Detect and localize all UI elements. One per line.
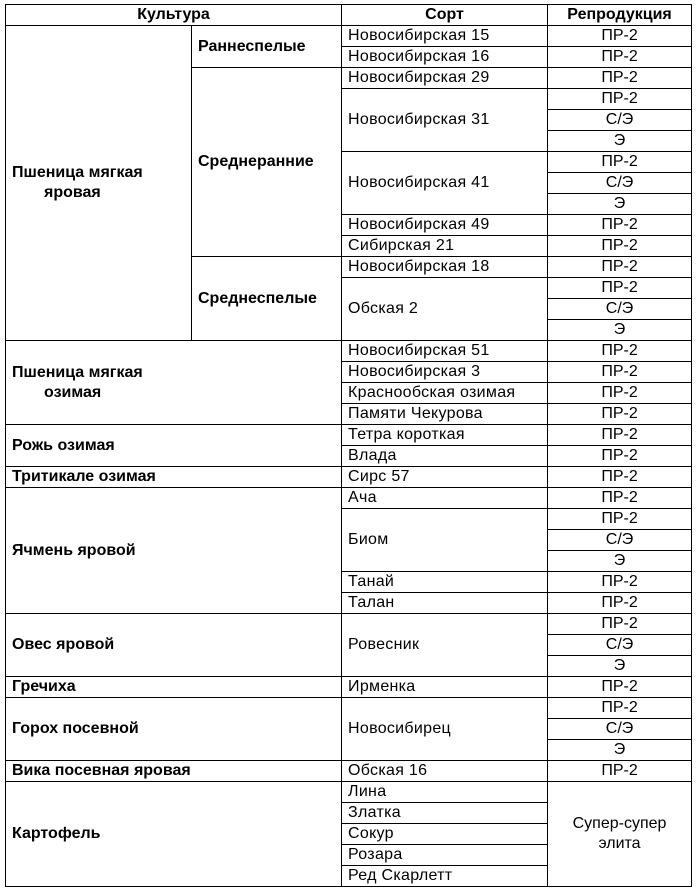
- crop-buckwheat: Гречиха: [6, 677, 342, 698]
- variety-cell: Влада: [342, 446, 548, 467]
- reproduction-cell: С/Э: [548, 635, 692, 656]
- variety-cell: Сокур: [342, 824, 548, 845]
- variety-cell: Новосибирская 16: [342, 47, 548, 68]
- crop-oats: Овес яровой: [6, 614, 342, 677]
- reproduction-cell: С/Э: [548, 173, 692, 194]
- reproduction-cell: С/Э: [548, 299, 692, 320]
- reproduction-cell: Э: [548, 131, 692, 152]
- reproduction-cell: ПР-2: [548, 698, 692, 719]
- reproduction-cell: Э: [548, 740, 692, 761]
- header-row: [6, 5, 692, 26]
- reproduction-cell: ПР-2: [548, 362, 692, 383]
- table-row: [6, 341, 692, 362]
- variety-cell: Лина: [342, 782, 548, 803]
- variety-cell: Тетра короткая: [342, 425, 548, 446]
- variety-cell: Новосибирская 49: [342, 215, 548, 236]
- reproduction-cell: ПР-2: [548, 215, 692, 236]
- variety-cell: Обская 16: [342, 761, 548, 782]
- crop-wheat-winter: Пшеница мягкая озимая: [6, 341, 342, 425]
- variety-cell: Сибирская 21: [342, 236, 548, 257]
- crop-triticale: Тритикале озимая: [6, 467, 342, 488]
- group-early: Раннеспелые: [192, 26, 342, 68]
- reproduction-cell: Э: [548, 320, 692, 341]
- variety-cell: Розара: [342, 845, 548, 866]
- variety-cell: Краснообская озимая: [342, 383, 548, 404]
- reproduction-cell: ПР-2: [548, 761, 692, 782]
- group-mid-late: Среднеспелые: [192, 257, 342, 341]
- reproduction-cell: ПР-2: [548, 404, 692, 425]
- reproduction-cell: С/Э: [548, 110, 692, 131]
- crop-vetch: Вика посевная яровая: [6, 761, 342, 782]
- reproduction-cell: ПР-2: [548, 488, 692, 509]
- variety-cell: Ача: [342, 488, 548, 509]
- header-reproduction: Репродукция: [548, 5, 692, 26]
- reproduction-cell: ПР-2: [548, 467, 692, 488]
- variety-cell: Ровесник: [342, 614, 548, 677]
- reproduction-cell: ПР-2: [548, 677, 692, 698]
- reproduction-cell: С/Э: [548, 719, 692, 740]
- variety-cell: Биом: [342, 509, 548, 572]
- reproduction-cell: ПР-2: [548, 383, 692, 404]
- variety-cell: Сирс 57: [342, 467, 548, 488]
- variety-cell: Танай: [342, 572, 548, 593]
- variety-cell: Новосибирская 51: [342, 341, 548, 362]
- crop-pea: Горох посевной: [6, 698, 342, 761]
- reproduction-cell: ПР-2: [548, 257, 692, 278]
- reproduction-cell: Э: [548, 551, 692, 572]
- table-row: [6, 761, 692, 782]
- crop-potato: Картофель: [6, 782, 342, 887]
- crop-wheat-spring: Пшеница мягкая яровая: [6, 26, 192, 341]
- reproduction-cell: Э: [548, 656, 692, 677]
- table-row: [6, 467, 692, 488]
- reproduction-cell: ПР-2: [548, 236, 692, 257]
- reproduction-cell: ПР-2: [548, 152, 692, 173]
- header-culture: Культура: [6, 5, 342, 26]
- variety-cell: Памяти Чекурова: [342, 404, 548, 425]
- reproduction-cell: ПР-2: [548, 614, 692, 635]
- table-row: [6, 425, 692, 446]
- table-row: [6, 614, 692, 635]
- reproduction-cell: ПР-2: [548, 341, 692, 362]
- crop-barley: Ячмень яровой: [6, 488, 342, 614]
- reproduction-cell: ПР-2: [548, 593, 692, 614]
- variety-cell: Новосибирская 31: [342, 89, 548, 152]
- seed-reproduction-table: [5, 4, 692, 887]
- variety-cell: Обская 2: [342, 278, 548, 341]
- reproduction-cell: ПР-2: [548, 68, 692, 89]
- variety-cell: Новосибирская 29: [342, 68, 548, 89]
- variety-cell: Ред Скарлетт: [342, 866, 548, 887]
- table-row: [6, 488, 692, 509]
- variety-cell: Златка: [342, 803, 548, 824]
- crop-rye: Рожь озимая: [6, 425, 342, 467]
- variety-cell: Новосибирец: [342, 698, 548, 761]
- table-row: [6, 782, 692, 803]
- reproduction-cell: ПР-2: [548, 47, 692, 68]
- table-row: [6, 698, 692, 719]
- reproduction-cell: ПР-2: [548, 572, 692, 593]
- reproduction-cell: Э: [548, 194, 692, 215]
- reproduction-cell: ПР-2: [548, 425, 692, 446]
- variety-cell: Новосибирская 18: [342, 257, 548, 278]
- table-row: [6, 677, 692, 698]
- reproduction-cell: С/Э: [548, 530, 692, 551]
- reproduction-cell: ПР-2: [548, 26, 692, 47]
- variety-cell: Новосибирская 41: [342, 152, 548, 215]
- header-variety: Сорт: [342, 5, 548, 26]
- reproduction-cell-potato: Супер-супер элита: [548, 782, 692, 887]
- reproduction-cell: ПР-2: [548, 509, 692, 530]
- variety-cell: Новосибирская 3: [342, 362, 548, 383]
- variety-cell: Ирменка: [342, 677, 548, 698]
- reproduction-cell: ПР-2: [548, 278, 692, 299]
- table-row: [6, 26, 692, 47]
- group-mid-early: Среднеранние: [192, 68, 342, 257]
- variety-cell: Новосибирская 15: [342, 26, 548, 47]
- reproduction-cell: ПР-2: [548, 446, 692, 467]
- variety-cell: Талан: [342, 593, 548, 614]
- reproduction-cell: ПР-2: [548, 89, 692, 110]
